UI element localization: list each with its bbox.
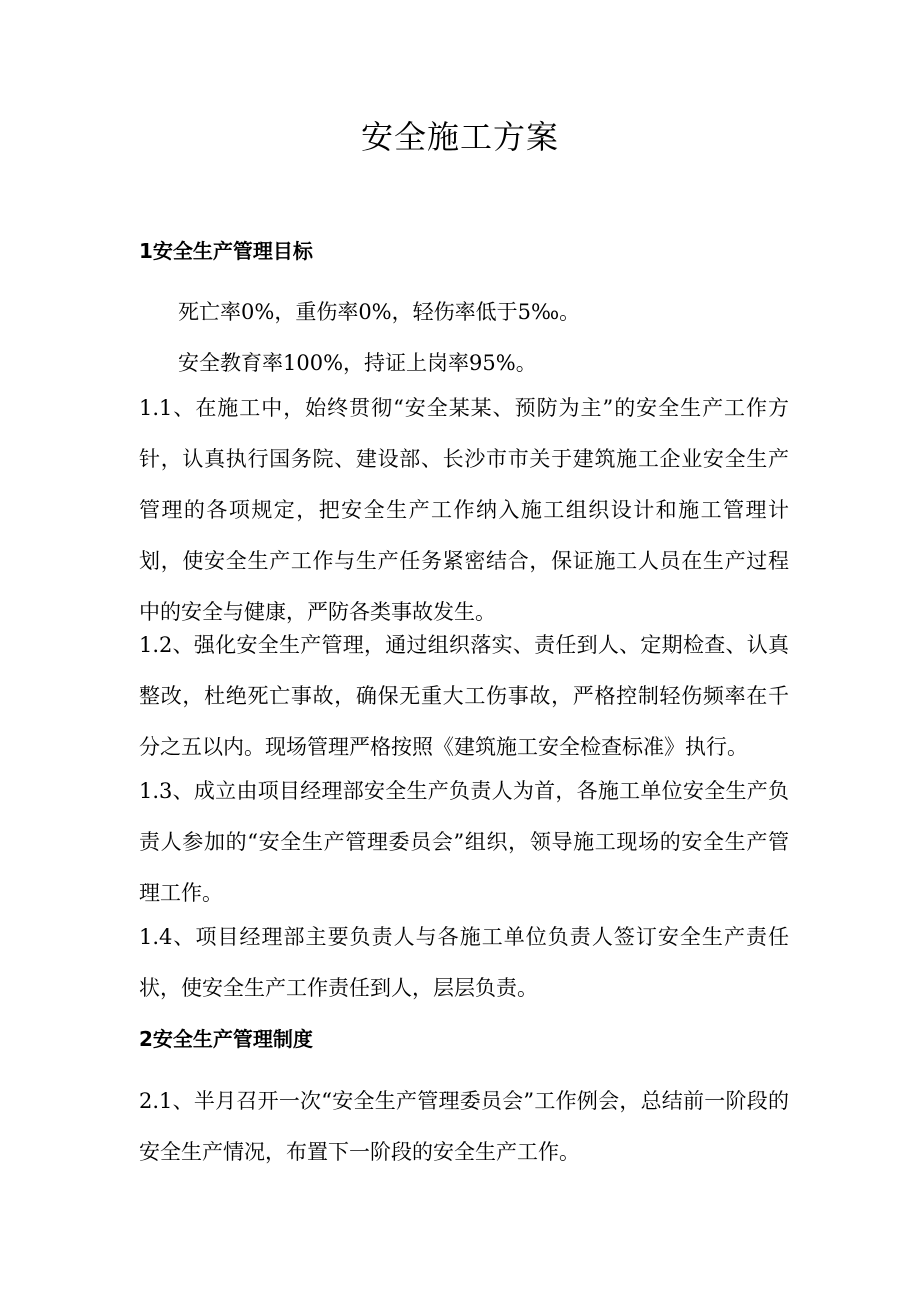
paragraph-1-4: 1.4、项目经理部主要负责人与各施工单位负责人签订安全生产责任状，使安全生产工作责任到人，层层负责。 — [139, 925, 789, 1000]
paragraph-1-3: 1.3、成立由项目经理部安全生产负责人为首，各施工单位安全生产负责人参加的“安全生产管理委员会”组织，领导施工现场的安全生产管理工作。 — [139, 779, 789, 905]
paragraph-injury-rates: 死亡率0%，重伤率0%，轻伤率低于5‰。 — [178, 300, 581, 324]
section-heading-safety-system: 2安全生产管理制度 — [139, 1027, 313, 1051]
paragraph-2-1: 2.1、半月召开一次“安全生产管理委员会”工作例会，总结前一阶段的安全生产情况，布置下一阶段的安全生产工作。 — [139, 1089, 789, 1164]
document-title: 安全施工方案 — [360, 118, 559, 156]
section-heading-safety-goals: 1安全生产管理目标 — [139, 239, 313, 263]
paragraph-1-2: 1.2、强化安全生产管理，通过组织落实、责任到人、定期检查、认真整改，杜绝死亡事故，确保无重大工伤事故，严格控制轻伤频率在千分之五以内。现场管理严格按照《建筑施工安全检查标准》执行。 — [139, 633, 789, 759]
paragraph-education-rates: 安全教育率100%，持证上岗率95%。 — [178, 351, 537, 375]
paragraph-1-1: 1.1、在施工中，始终贯彻“安全某某、预防为主”的安全生产工作方针，认真执行国务院、建设部、长沙市市关于建筑施工企业安全生产管理的各项规定，把安全生产工作纳入施工组织设计和施工管理计划，使安全生产工作与生产任务紧密结合，保证施工人员在生产过程中的安全与健康，严防各类事故发生。 — [139, 396, 789, 624]
